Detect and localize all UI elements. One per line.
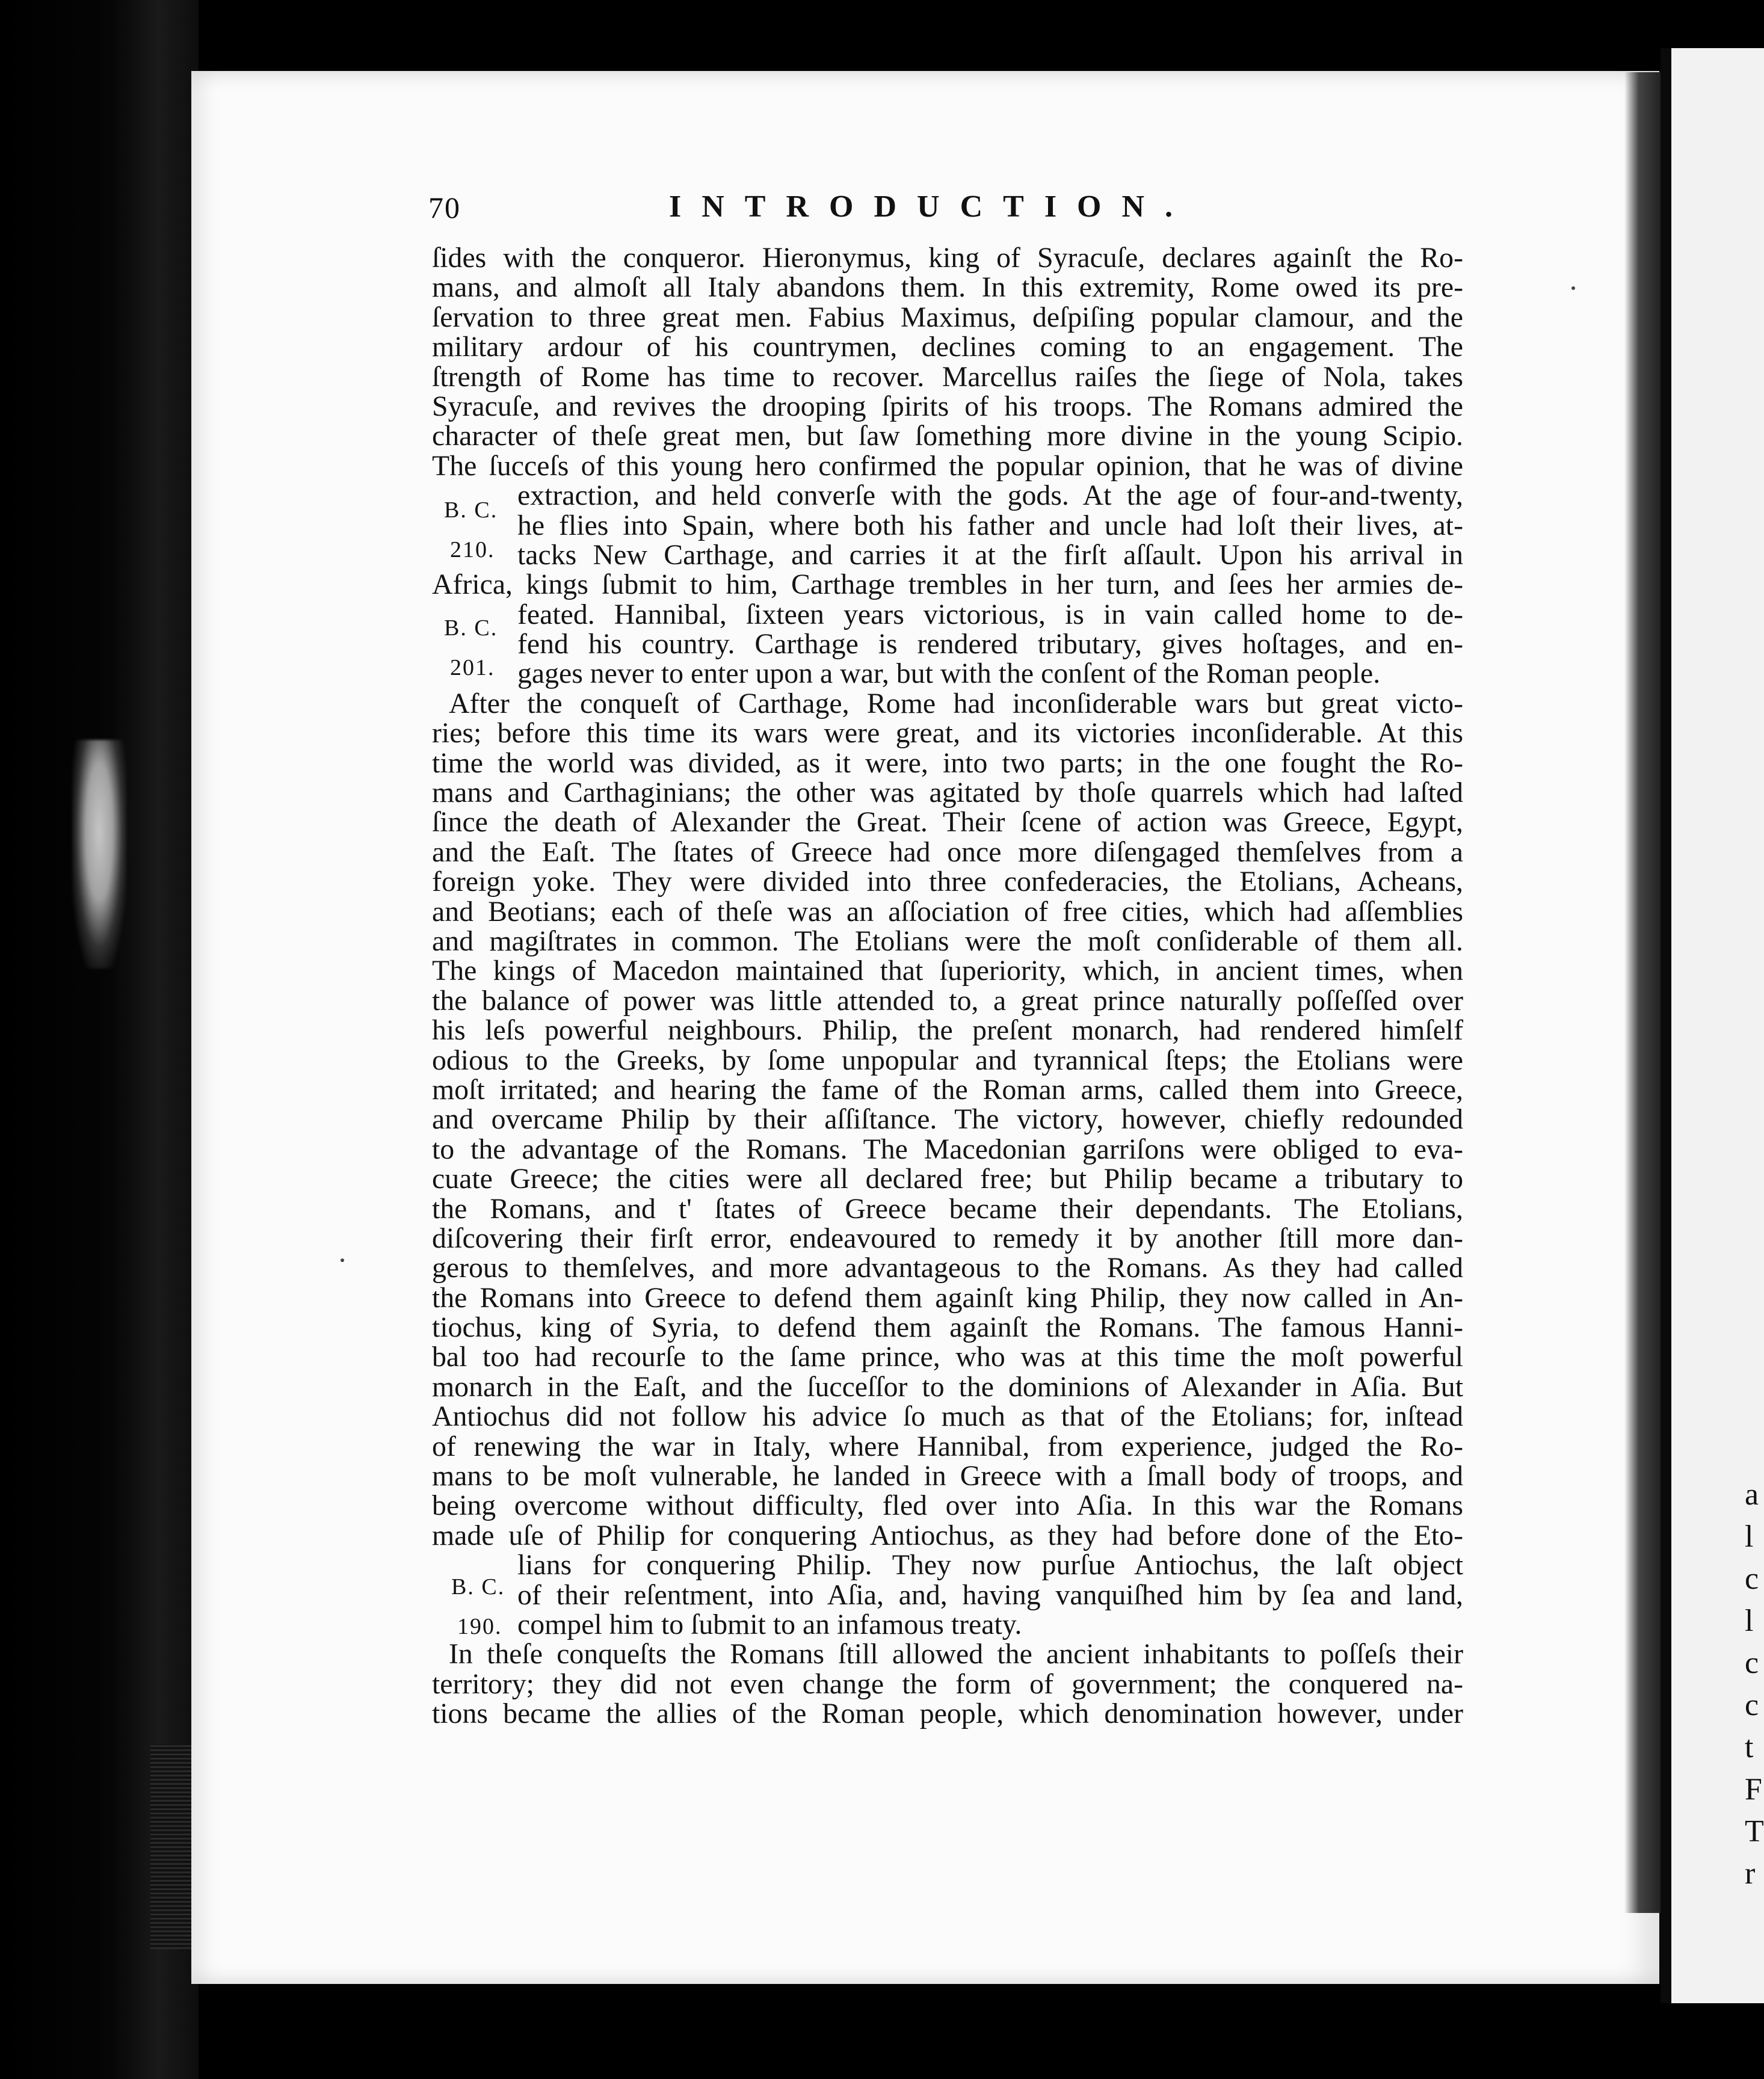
text-line: Antiochus did not follow his advice ſo much as that of the Etolians; for, inſtead <box>432 1400 1463 1433</box>
next-page-char: c <box>1745 1646 1759 1680</box>
paper-speck <box>1571 286 1575 290</box>
text-line: ſides with the conqueror. Hieronymus, king of Syracuſe, declares againſt the Ro- <box>432 242 1463 274</box>
text-line: character of theſe great men, but ſaw ſomething more divine in the young Scipio. <box>432 420 1463 452</box>
text-line: After the conqueſt of Carthage, Rome had inconſiderable wars but great victo- <box>449 687 1463 719</box>
margin-note-year: 190. <box>457 1614 502 1639</box>
body-text <box>432 243 1463 1729</box>
paper-speck <box>341 1258 344 1262</box>
text-line: the Romans into Greece to defend them againſt king Philip, they now called in An- <box>432 1281 1463 1314</box>
text-line: and magiſtrates in common. The Etolians were the moſt conſiderable of them all. <box>432 925 1463 957</box>
text-line: monarch in the Eaſt, and the ſucceſſor to the dominions of Alexander in Aſia. But <box>432 1370 1463 1403</box>
text-line: of renewing the war in Italy, where Hannibal, from experience, judged the Ro- <box>432 1430 1463 1462</box>
text-line: bal too had recourſe to the ſame prince, who was at this time the moſt powerful <box>432 1341 1463 1373</box>
text-line: mans to be moſt vulnerable, he landed in Greece with a ſmall body of troops, and <box>432 1460 1463 1492</box>
text-line: and overcame Philip by their aſſiſtance. The victory, however, chiefly redounded <box>432 1103 1463 1136</box>
next-page-char: l <box>1745 1604 1754 1638</box>
next-page-char: l <box>1745 1520 1754 1554</box>
text-line: lians for conquering Philip. They now purſue Antiochus, the laſt object <box>517 1549 1463 1582</box>
text-line: tacks New Carthage, and carries it at the firſt aſſault. Upon his arrival in <box>517 538 1463 571</box>
text-line: being overcome without difficulty, fled over into Aſia. In this war the Romans <box>432 1489 1463 1522</box>
text-line: and the Eaſt. The ſtates of Greece had once more diſengaged themſelves from a <box>432 836 1463 868</box>
text-line: mans, and almoſt all Italy abandons them. In this extremity, Rome owed its pre- <box>432 271 1463 304</box>
text-line: military ardour of his countrymen, declines coming to an engagement. The <box>432 331 1463 363</box>
page-gutter <box>1624 72 1661 1913</box>
spine-stain <box>72 740 126 969</box>
next-page-char: F <box>1745 1772 1762 1806</box>
text-line: ſince the death of Alexander the Great. Their ſcene of action was Greece, Egypt, <box>432 806 1463 839</box>
text-line: Syracuſe, and revives the drooping ſpirits of his troops. The Romans admired the <box>432 390 1463 422</box>
text-line: tiochus, king of Syria, to defend them againſt the Romans. The famous Hanni- <box>432 1311 1463 1344</box>
running-header <box>428 190 1259 226</box>
next-page-char: r <box>1745 1856 1756 1891</box>
text-line: the Romans, and t' ſtates of Greece became their dependants. The Etolians, <box>432 1192 1463 1225</box>
text-line: cuate Greece; the cities were all declared free; but Philip became a tributary to <box>432 1163 1463 1195</box>
next-page-char: a <box>1745 1477 1759 1512</box>
text-line: he flies into Spain, where both his father and uncle had loſt their lives, at- <box>517 509 1463 541</box>
text-line: made uſe of Philip for conquering Antiochus, as they had before done of the Eto- <box>432 1519 1463 1551</box>
text-line: ſervation to three great men. Fabius Maximus, deſpiſing popular clamour, and the <box>432 301 1463 333</box>
text-line: to the advantage of the Romans. The Macedonian garriſons were obliged to eva- <box>432 1133 1463 1165</box>
next-page-char: T <box>1745 1814 1764 1849</box>
text-line: compel him to ſubmit to an infamous treaty. <box>517 1608 1022 1640</box>
text-line: territory; they did not even change the form of government; the conquered na- <box>432 1668 1463 1700</box>
text-line: extraction, and held converſe with the gods. At the age of four-and-twenty, <box>517 479 1463 512</box>
text-line: gerous to themſelves, and more advantageous to the Romans. As they had called <box>432 1252 1463 1284</box>
text-line: odious to the Greeks, by ſome unpopular and tyrannical ſteps; the Etolians were <box>432 1044 1463 1076</box>
text-line: diſcovering their firſt error, endeavoured to remedy it by another ſtill more dan- <box>432 1222 1463 1254</box>
text-line: and Beotians; each of theſe was an aſſociation of free cities, which had aſſemblies <box>432 895 1463 928</box>
text-line: of their reſentment, into Aſia, and, having vanquiſhed him by ſea and land, <box>517 1578 1463 1611</box>
text-line: gages never to enter upon a war, but with the conſent of the Roman people. <box>517 658 1381 690</box>
page-number: 70 <box>428 191 461 224</box>
margin-note-label: B. C. <box>451 1574 505 1600</box>
next-page-text-fragments <box>1745 1474 1764 1895</box>
text-line: time the world was divided, as it were, into two parts; in the one fought the Ro- <box>432 747 1463 779</box>
text-line: fend his country. Carthage is rendered tributary, gives hoſtages, and en- <box>517 628 1463 661</box>
text-line: foreign yoke. They were divided into three confederacies, the Etolians, Acheans, <box>432 866 1463 898</box>
text-line: ſtrength of Rome has time to recover. Marcellus raiſes the ſiege of Nola, takes <box>432 360 1463 393</box>
text-line: his leſs powerful neighbours. Philip, the preſent monarch, had rendered himſelf <box>432 1014 1463 1047</box>
text-line: Africa, kings ſubmit to him, Carthage trembles in her turn, and ſees her armies de- <box>432 568 1463 601</box>
text-line: mans and Carthaginians; the other was agitated by thoſe quarrels which had laſted <box>432 777 1463 809</box>
next-page-char: t <box>1745 1730 1754 1764</box>
text-line: tions became the allies of the Roman people, which denomination however, under <box>432 1698 1463 1730</box>
next-page-char: c <box>1745 1562 1759 1596</box>
text-line: feated. Hannibal, ſixteen years victorious, is in vain called home to de- <box>517 598 1463 630</box>
next-page-char: c <box>1745 1688 1759 1722</box>
margin-note-year: 201. <box>450 655 495 680</box>
text-line: The ſucceſs of this young hero confirmed the popular opinion, that he was of divine <box>432 449 1463 482</box>
text-line: In theſe conqueſts the Romans ſtill allowed the ancient inhabitants to poſſeſs their <box>449 1638 1463 1671</box>
margin-note-label: B. C. <box>444 615 498 641</box>
text-line: The kings of Macedon maintained that ſuperiority, which, in ancient times, when <box>432 955 1463 987</box>
text-line: ries; before this time its wars were great, and its victories inconſiderable. At this <box>432 717 1463 750</box>
margin-note-label: B. C. <box>444 497 498 523</box>
text-line: moſt irritated; and hearing the fame of the Roman arms, called them into Greece, <box>432 1073 1463 1106</box>
margin-note-year: 210. <box>450 537 495 562</box>
text-line: the balance of power was little attended to, a great prince naturally poſſeſſed over <box>432 984 1463 1017</box>
running-title: INTRODUCTION. <box>669 189 1194 224</box>
